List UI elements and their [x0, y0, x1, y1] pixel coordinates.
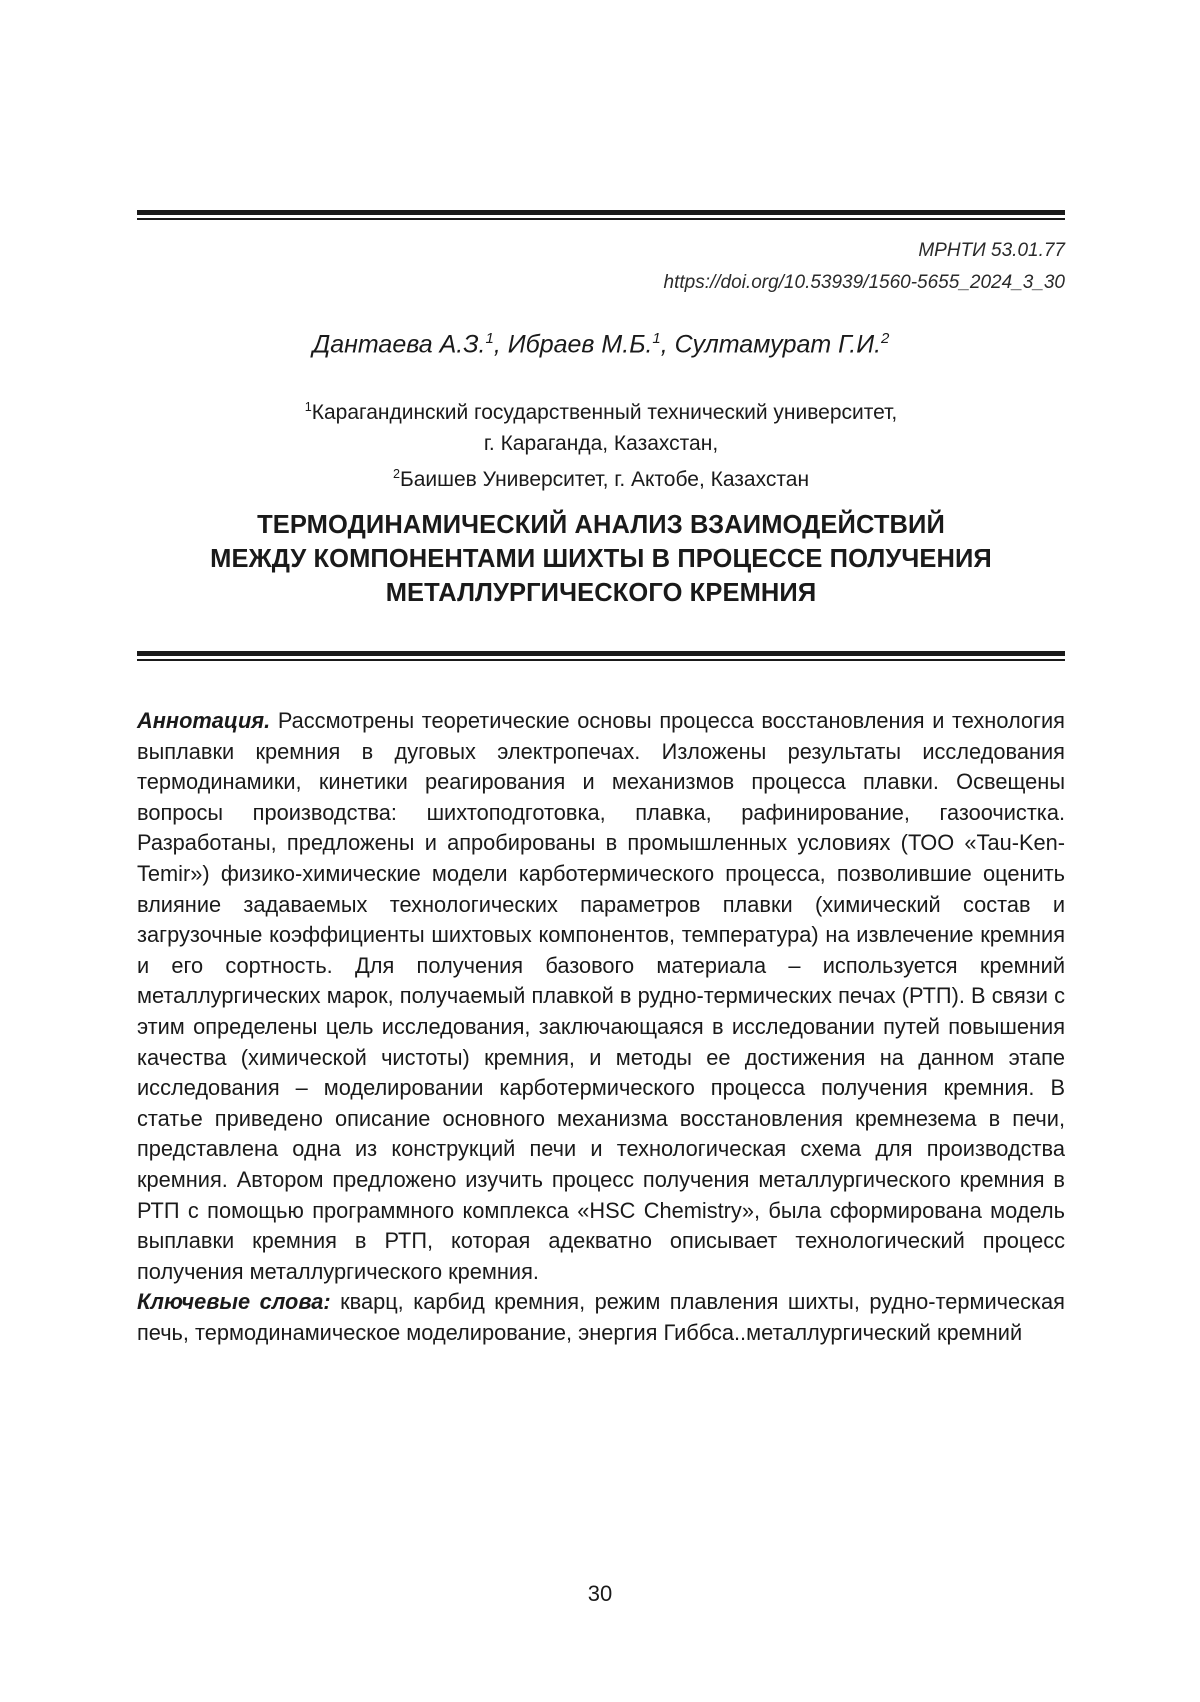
author-name: Султамурат Г.И. — [675, 330, 881, 358]
abstract-paragraph — [137, 706, 1065, 1287]
affiliation-line: 1Карагандинский государственный технический университет, — [137, 392, 1065, 428]
title-line: МЕТАЛЛУРГИЧЕСКОГО КРЕМНИЯ — [137, 576, 1065, 610]
top-double-rule — [137, 210, 1065, 220]
affiliation-line: 2Баишев Университет, г. Актобе, Казахстан — [137, 459, 1065, 495]
abstract-label: Аннотация. — [137, 708, 270, 733]
abstract-text: Рассмотрены теоретические основы процесса восстановления и технология выплавки кремния в дуговых электропечах. Изложены результаты исследования термодинамики, кинетики реагирования и механизмов процесса плавки. Освещены вопросы производства: шихтоподготовка, плавка, рафинирование, газоочистка. Разработаны, предложены и апробированы в промышленных условиях (ТОО «Tau-Ken-Temir») физико-химические модели карботермического процесса, позволившие оценить влияние задаваемых технологических параметров плавки (химический состав и загрузочные коэффициенты шихтовых компонентов, температура) на извлечение кремния и его сортность. Для получения базового материала – используется кремний металлургических марок, получаемый плавкой в рудно-термических печах (РТП). В связи с этим определены цель исследования, заключающаяся в исследовании путей повышения качества (химической чистоты) кремния, и методы ее достижения на данном этапе исследования – моделировании карботермического процесса получения кремния. В статье приведено описание основного механизма восстановления кремнезема в печи, представлена одна из конструкций печи и технологическая схема для производства кремния. Автором предложено изучить процесс получения металлургического кремния в РТП с помощью программного комплекса «HSC Chemistry», была сформирована модель выплавки кремния в РТП, которая адекватно описывает технологический процесс получения металлургического кремния. — [137, 708, 1065, 1284]
author-affiliation-mark: 1 — [652, 330, 660, 347]
article-title — [137, 508, 1065, 610]
title-line: ТЕРМОДИНАМИЧЕСКИЙ АНАЛИЗ ВЗАИМОДЕЙСТВИЙ — [137, 508, 1065, 542]
journal-page — [0, 0, 1200, 1702]
author-list: Дантаева А.З.1, Ибраев М.Б.1, Султамурат Г.И.2 — [137, 330, 1065, 359]
keywords-paragraph — [137, 1287, 1065, 1348]
keywords-text: кварц, карбид кремния, режим плавления шихты, рудно-термическая печь, термодинамическое моделирование, энергия Гиббса..металлургический кремний — [137, 1289, 1065, 1345]
abstract-block — [137, 706, 1065, 1348]
author-name: Ибраев М.Б. — [508, 330, 653, 358]
doi-link[interactable]: https://doi.org/10.53939/1560-5655_2024_3_30 — [664, 272, 1065, 294]
author-affiliation-mark: 1 — [486, 330, 494, 347]
affiliations — [137, 392, 1065, 495]
udc-code: МРНТИ 53.01.77 — [918, 240, 1065, 262]
bottom-double-rule — [137, 651, 1065, 661]
keywords-label: Ключевые слова: — [137, 1289, 331, 1314]
author-affiliation-mark: 2 — [881, 330, 889, 347]
page-number: 30 — [0, 1581, 1200, 1607]
author-name: Дантаева А.З. — [313, 330, 486, 358]
affiliation-line: г. Караганда, Казахстан, — [137, 428, 1065, 459]
title-line: МЕЖДУ КОМПОНЕНТАМИ ШИХТЫ В ПРОЦЕССЕ ПОЛУЧЕНИЯ — [137, 542, 1065, 576]
